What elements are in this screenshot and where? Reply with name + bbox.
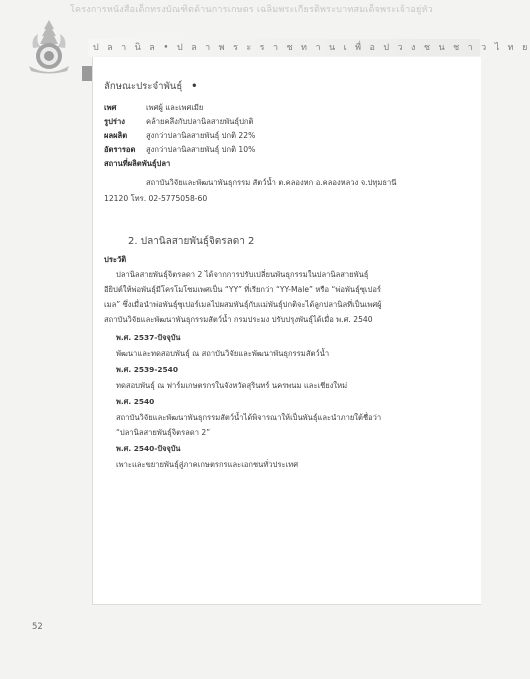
- history-line: เมล” ซึ่งเมื่อนำพ่อพันธุ์ซุเปอร์เมลไปผสมพันธุ์กับแม่พันธุ์ปกติจะได้ลูกปลานิลที่เป็นเพศผู้: [104, 300, 382, 309]
- source-label: สถานที่ผลิตพันธุ์ปลา: [104, 159, 171, 168]
- trait-label: อัตรารอด: [104, 145, 136, 154]
- traits-heading-bullet: •: [191, 81, 198, 92]
- trait-label: รูปร่าง: [104, 117, 125, 126]
- timeline-year: พ.ศ. 2540: [116, 397, 155, 406]
- timeline-text: ทดสอบพันธุ์ ณ ฟาร์มเกษตรกรในจังหวัดสุรินทร์ นครพนม และเชียงใหม่: [116, 381, 348, 390]
- trait-value: สูงกว่าปลานิลสายพันธุ์ ปกติ 10%: [146, 145, 256, 154]
- timeline-year: พ.ศ. 2537-ปัจจุบัน: [116, 333, 181, 342]
- royal-emblem-icon: [25, 18, 73, 74]
- timeline-text: พัฒนาและทดสอบพันธุ์ ณ สถาบันวิจัยและพัฒนาพันธุกรรมสัตว์น้ำ: [116, 349, 330, 358]
- top-banner: โครงการหนังสือเด็กทรงบัณฑิตด้านการเกษตร เฉลิมพระเกียรติพระบาทสมเด็จพระเจ้าอยู่หัว: [70, 5, 433, 15]
- source-phone: 12120 โทร. 02-5775058-60: [104, 194, 208, 203]
- trait-value: คล้ายคลึงกับปลานิลสายพันธุ์ปกติ: [146, 117, 254, 126]
- section-marker-block: [82, 66, 92, 81]
- timeline-year: พ.ศ. 2539-2540: [116, 365, 178, 374]
- timeline-text: “ปลานิลสายพันธุ์จิตรลดา 2”: [116, 428, 211, 437]
- timeline-year: พ.ศ. 2540-ปัจจุบัน: [116, 444, 181, 453]
- source-address: สถาบันวิจัยและพัฒนาพันธุกรรม สัตว์น้ำ ต.คลองหก อ.คลองหลวง จ.ปทุมธานี: [146, 178, 397, 187]
- trait-label: ผลผลิต: [104, 131, 128, 140]
- history-line: สถาบันวิจัยและพัฒนาพันธุกรรมสัตว์น้ำ กรมประมง ปรับปรุงพันธุ์ได้เมื่อ พ.ศ. 2540: [104, 315, 373, 324]
- section-title: 2. ปลานิลสายพันธุ์จิตรลดา 2: [128, 236, 255, 247]
- history-line: ปลานิลสายพันธุ์จิตรลดา 2 ได้จากการปรับเปลี่ยนพันธุกรรมในปลานิลสายพันธุ์: [116, 270, 369, 279]
- page-number: 52: [32, 622, 43, 632]
- trait-value: เพศผู้ และเพศเมีย: [146, 103, 204, 112]
- timeline-text: สถาบันวิจัยและพัฒนาพันธุกรรมสัตว์น้ำได้พิจารณาให้เป็นพันธุ์และนำภายใต้ชื่อว่า: [116, 413, 382, 422]
- header-title: ป ล า นิ ล • ป ล า พ ร ะ ร า ช ท า น เ พื่ อ ป ว ง ช น ช า ว ไ ท ย: [93, 43, 530, 53]
- traits-heading: [104, 81, 197, 93]
- traits-heading-text: ลักษณะประจำพันธุ์: [104, 81, 183, 92]
- history-line: อียิปต์ให้พ่อพันธุ์มีโครโมโซมเพศเป็น “YY” ที่เรียกว่า “YY-Male” หรือ “พ่อพันธุ์ซุเปอร์: [104, 285, 381, 294]
- timeline-text: เพาะและขยายพันธุ์สู่ภาคเกษตรกรและเอกชนทั่วประเทศ: [116, 460, 299, 469]
- trait-value: สูงกว่าปลานิลสายพันธุ์ ปกติ 22%: [146, 131, 256, 140]
- trait-label: เพศ: [104, 103, 117, 112]
- history-label: ประวัติ: [104, 255, 127, 264]
